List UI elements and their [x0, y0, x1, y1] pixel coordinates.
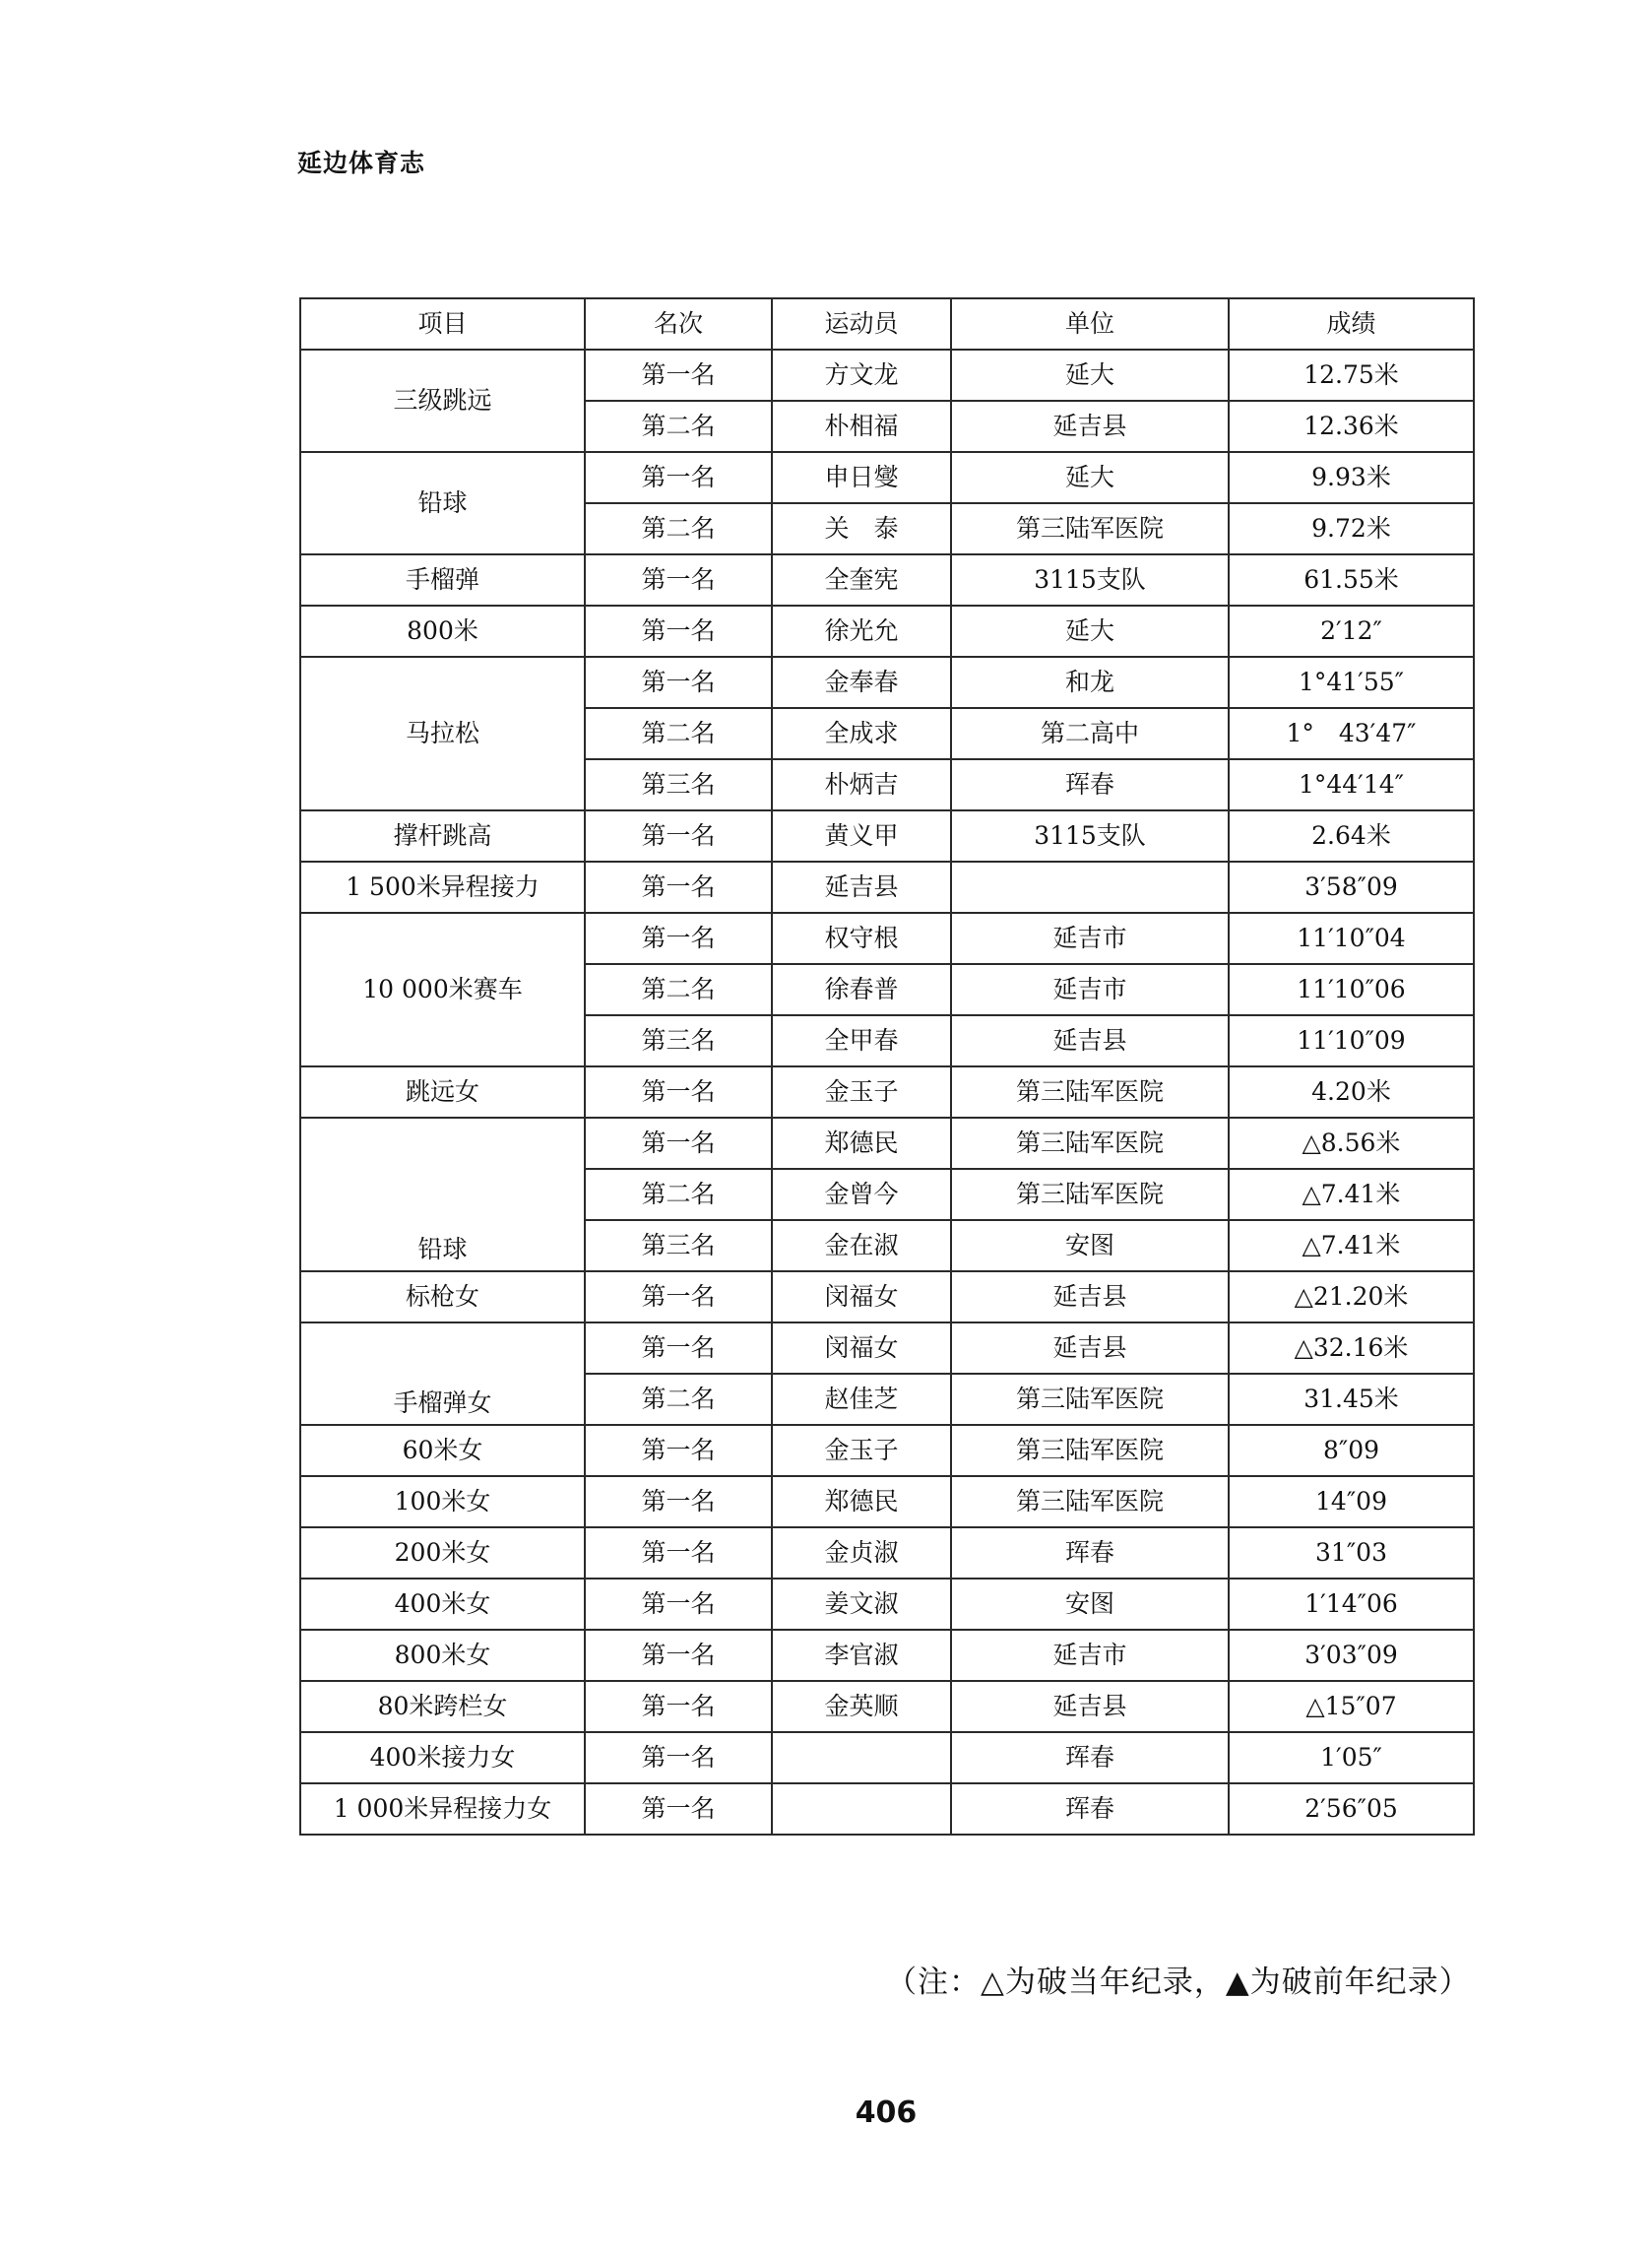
- athlete-cell: 全成求: [772, 708, 951, 759]
- unit-cell: 第三陆军医院: [951, 1476, 1229, 1527]
- rank-cell: 第二名: [585, 708, 772, 759]
- unit-cell: 安图: [951, 1579, 1229, 1630]
- result-cell: 3′58″09: [1229, 862, 1474, 913]
- rank-cell: 第二名: [585, 503, 772, 554]
- table-row: [300, 913, 1474, 964]
- header-unit: 单位: [951, 298, 1229, 350]
- athlete-cell: [772, 1783, 951, 1835]
- unit-cell: 延吉市: [951, 964, 1229, 1015]
- athlete-cell: 申日燮: [772, 452, 951, 503]
- result-cell: 3′03″09: [1229, 1630, 1474, 1681]
- event-cell: 三级跳远: [300, 350, 585, 452]
- rank-cell: 第一名: [585, 1066, 772, 1118]
- table-row: [300, 554, 1474, 606]
- event-cell: 10 000米赛车: [300, 913, 585, 1066]
- event-cell: 400米女: [300, 1579, 585, 1630]
- athlete-cell: 关 泰: [772, 503, 951, 554]
- table-row: [300, 657, 1474, 708]
- event-cell: 200米女: [300, 1527, 585, 1579]
- rank-cell: 第一名: [585, 1783, 772, 1835]
- athlete-cell: 金贞淑: [772, 1527, 951, 1579]
- rank-cell: 第三名: [585, 1220, 772, 1271]
- table-row: [300, 1527, 1474, 1579]
- table-row: [300, 1476, 1474, 1527]
- result-cell: 1°44′14″: [1229, 759, 1474, 810]
- result-cell: 4.20米: [1229, 1066, 1474, 1118]
- rank-cell: 第一名: [585, 810, 772, 862]
- table-row: [300, 1271, 1474, 1322]
- table-row: [300, 350, 1474, 401]
- table-row: [300, 1732, 1474, 1783]
- header-athlete: 运动员: [772, 298, 951, 350]
- rank-cell: 第一名: [585, 350, 772, 401]
- results-table: [299, 297, 1475, 1836]
- event-cell: 1 500米异程接力: [300, 862, 585, 913]
- athlete-cell: 金奉春: [772, 657, 951, 708]
- table-row: [300, 810, 1474, 862]
- athlete-cell: 黄义甲: [772, 810, 951, 862]
- header-rank: 名次: [585, 298, 772, 350]
- rank-cell: 第一名: [585, 1476, 772, 1527]
- result-cell: 11′10″06: [1229, 964, 1474, 1015]
- unit-cell: 延大: [951, 606, 1229, 657]
- unit-cell: 珲春: [951, 759, 1229, 810]
- athlete-cell: 赵佳芝: [772, 1374, 951, 1425]
- athlete-cell: 闵福女: [772, 1271, 951, 1322]
- rank-cell: 第一名: [585, 554, 772, 606]
- athlete-cell: 姜文淑: [772, 1579, 951, 1630]
- result-cell: 2′56″05: [1229, 1783, 1474, 1835]
- results-table-head: [300, 298, 1474, 350]
- result-cell: 1°41′55″: [1229, 657, 1474, 708]
- table-row: [300, 606, 1474, 657]
- rank-cell: 第一名: [585, 657, 772, 708]
- unit-cell: 安图: [951, 1220, 1229, 1271]
- unit-cell: 第三陆军医院: [951, 1374, 1229, 1425]
- unit-cell: 延大: [951, 350, 1229, 401]
- athlete-cell: 郑德民: [772, 1476, 951, 1527]
- athlete-cell: 李官淑: [772, 1630, 951, 1681]
- result-cell: 9.93米: [1229, 452, 1474, 503]
- table-row: [300, 1118, 1474, 1169]
- result-cell: △32.16米: [1229, 1322, 1474, 1374]
- result-cell: 9.72米: [1229, 503, 1474, 554]
- table-row: [300, 1322, 1474, 1374]
- rank-cell: 第一名: [585, 452, 772, 503]
- rank-cell: 第三名: [585, 1015, 772, 1066]
- unit-cell: 3115支队: [951, 810, 1229, 862]
- rank-cell: 第一名: [585, 862, 772, 913]
- result-cell: △7.41米: [1229, 1169, 1474, 1220]
- unit-cell: 3115支队: [951, 554, 1229, 606]
- event-cell: 手榴弹: [300, 554, 585, 606]
- unit-cell: 第三陆军医院: [951, 503, 1229, 554]
- athlete-cell: 金玉子: [772, 1425, 951, 1476]
- event-cell: 铅球: [300, 1118, 585, 1271]
- athlete-cell: 全甲春: [772, 1015, 951, 1066]
- rank-cell: 第一名: [585, 606, 772, 657]
- athlete-cell: 闵福女: [772, 1322, 951, 1374]
- page-number: 406: [855, 2096, 918, 2130]
- athlete-cell: 金英顺: [772, 1681, 951, 1732]
- rank-cell: 第一名: [585, 1271, 772, 1322]
- rank-cell: 第一名: [585, 1579, 772, 1630]
- event-cell: 马拉松: [300, 657, 585, 810]
- unit-cell: 延大: [951, 452, 1229, 503]
- event-cell: 铅球: [300, 452, 585, 554]
- table-row: [300, 1425, 1474, 1476]
- result-cell: 14″09: [1229, 1476, 1474, 1527]
- athlete-cell: 徐春普: [772, 964, 951, 1015]
- unit-cell: 第三陆军医院: [951, 1066, 1229, 1118]
- table-row: [300, 1066, 1474, 1118]
- athlete-cell: 金曾今: [772, 1169, 951, 1220]
- unit-cell: 第三陆军医院: [951, 1425, 1229, 1476]
- athlete-cell: 朴相福: [772, 401, 951, 452]
- unit-cell: 第三陆军医院: [951, 1169, 1229, 1220]
- event-cell: 400米接力女: [300, 1732, 585, 1783]
- unit-cell: 延吉县: [951, 401, 1229, 452]
- rank-cell: 第一名: [585, 913, 772, 964]
- rank-cell: 第二名: [585, 964, 772, 1015]
- result-cell: △15″07: [1229, 1681, 1474, 1732]
- event-cell: 80米跨栏女: [300, 1681, 585, 1732]
- athlete-cell: 权守根: [772, 913, 951, 964]
- rank-cell: 第一名: [585, 1630, 772, 1681]
- result-cell: 2′12″: [1229, 606, 1474, 657]
- unit-cell: 珲春: [951, 1732, 1229, 1783]
- unit-cell: 第三陆军医院: [951, 1118, 1229, 1169]
- rank-cell: 第二名: [585, 1169, 772, 1220]
- event-cell: 标枪女: [300, 1271, 585, 1322]
- result-cell: △21.20米: [1229, 1271, 1474, 1322]
- rank-cell: 第一名: [585, 1425, 772, 1476]
- result-cell: 61.55米: [1229, 554, 1474, 606]
- result-cell: 31.45米: [1229, 1374, 1474, 1425]
- rank-cell: 第一名: [585, 1681, 772, 1732]
- result-cell: 11′10″04: [1229, 913, 1474, 964]
- event-cell: 800米女: [300, 1630, 585, 1681]
- unit-cell: 和龙: [951, 657, 1229, 708]
- rank-cell: 第二名: [585, 1374, 772, 1425]
- rank-cell: 第一名: [585, 1527, 772, 1579]
- running-head: 延边体育志: [297, 149, 426, 177]
- unit-cell: 延吉县: [951, 1322, 1229, 1374]
- table-row: [300, 862, 1474, 913]
- athlete-cell: 延吉县: [772, 862, 951, 913]
- unit-cell: 延吉县: [951, 1015, 1229, 1066]
- table-row: [300, 452, 1474, 503]
- event-cell: 1 000米异程接力女: [300, 1783, 585, 1835]
- result-cell: 11′10″09: [1229, 1015, 1474, 1066]
- result-cell: 1′14″06: [1229, 1579, 1474, 1630]
- athlete-cell: 金在淑: [772, 1220, 951, 1271]
- rank-cell: 第三名: [585, 759, 772, 810]
- event-cell: 100米女: [300, 1476, 585, 1527]
- result-cell: 8″09: [1229, 1425, 1474, 1476]
- result-cell: 1′05″: [1229, 1732, 1474, 1783]
- unit-cell: [951, 862, 1229, 913]
- unit-cell: 延吉县: [951, 1681, 1229, 1732]
- event-cell: 跳远女: [300, 1066, 585, 1118]
- event-cell: 手榴弹女: [300, 1322, 585, 1425]
- rank-cell: 第一名: [585, 1732, 772, 1783]
- header-row: [300, 298, 1474, 350]
- result-cell: △8.56米: [1229, 1118, 1474, 1169]
- athlete-cell: 徐光允: [772, 606, 951, 657]
- athlete-cell: 方文龙: [772, 350, 951, 401]
- event-cell: 撑杆跳高: [300, 810, 585, 862]
- result-cell: 12.36米: [1229, 401, 1474, 452]
- result-cell: 12.75米: [1229, 350, 1474, 401]
- header-event: 项目: [300, 298, 585, 350]
- table-row: [300, 1630, 1474, 1681]
- athlete-cell: 金玉子: [772, 1066, 951, 1118]
- rank-cell: 第一名: [585, 1322, 772, 1374]
- result-cell: 1° 43′47″: [1229, 708, 1474, 759]
- result-cell: 31″03: [1229, 1527, 1474, 1579]
- unit-cell: 延吉县: [951, 1271, 1229, 1322]
- athlete-cell: 朴炳吉: [772, 759, 951, 810]
- event-cell: 800米: [300, 606, 585, 657]
- header-result: 成绩: [1229, 298, 1474, 350]
- result-cell: 2.64米: [1229, 810, 1474, 862]
- unit-cell: 延吉市: [951, 1630, 1229, 1681]
- athlete-cell: 郑德民: [772, 1118, 951, 1169]
- unit-cell: 第二高中: [951, 708, 1229, 759]
- unit-cell: 延吉市: [951, 913, 1229, 964]
- rank-cell: 第二名: [585, 401, 772, 452]
- legend-note: （注：△为破当年纪录，▲为破前年纪录）: [886, 1965, 1471, 2000]
- event-cell: 60米女: [300, 1425, 585, 1476]
- unit-cell: 珲春: [951, 1783, 1229, 1835]
- table-row: [300, 1783, 1474, 1835]
- results-table-body: [300, 350, 1474, 1835]
- table-row: [300, 1579, 1474, 1630]
- table-row: [300, 1681, 1474, 1732]
- athlete-cell: 全奎宪: [772, 554, 951, 606]
- rank-cell: 第一名: [585, 1118, 772, 1169]
- unit-cell: 珲春: [951, 1527, 1229, 1579]
- athlete-cell: [772, 1732, 951, 1783]
- result-cell: △7.41米: [1229, 1220, 1474, 1271]
